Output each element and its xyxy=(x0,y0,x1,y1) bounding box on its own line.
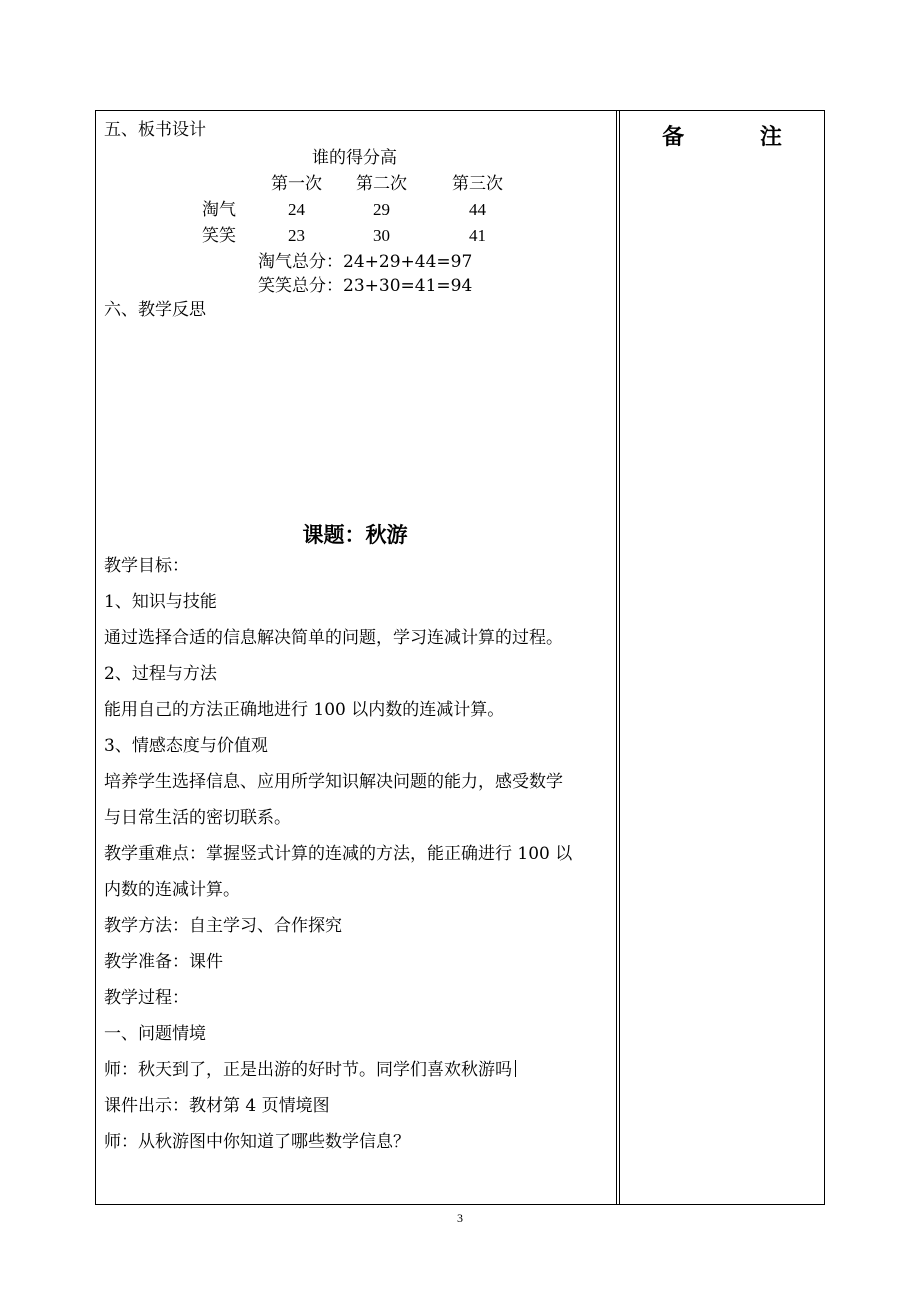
column-divider xyxy=(616,110,617,1205)
column-header-2: 第二次 xyxy=(356,174,407,194)
lesson-line-with-cursor xyxy=(104,1060,516,1080)
total-taoqi: 淘气总分：24+29+44=97 xyxy=(258,252,473,272)
lesson-line: 教学目标： xyxy=(104,556,189,576)
lesson-line: 3、情感态度与价值观 xyxy=(104,736,268,756)
reflection-heading: 六、教学反思 xyxy=(104,300,206,320)
lesson-line: 通过选择合适的信息解决简单的问题，学习连减计算的过程。 xyxy=(104,628,563,648)
score-taoqi-3: 44 xyxy=(469,200,486,219)
total-xiaoxiao: 笑笑总分：23+30=41=94 xyxy=(258,276,473,296)
score-xiaoxiao-2: 30 xyxy=(373,226,390,245)
lesson-line: 内数的连减计算。 xyxy=(104,880,240,900)
lesson-line: 教学准备：课件 xyxy=(104,952,223,972)
lesson-line: 教学方法：自主学习、合作探究 xyxy=(104,916,342,936)
board-design-heading: 五、板书设计 xyxy=(104,120,206,140)
column-header-1: 第一次 xyxy=(271,174,322,194)
page-number: 3 xyxy=(457,1211,463,1225)
text-cursor xyxy=(515,1060,516,1077)
row-name-xiaoxiao: 笑笑 xyxy=(202,226,236,246)
lesson-line: 培养学生选择信息、应用所学知识解决问题的能力，感受数学 xyxy=(104,772,563,792)
lesson-title: 课题：秋游 xyxy=(302,523,408,547)
board-title: 谁的得分高 xyxy=(312,148,397,168)
lesson-line: 师：秋天到了，正是出游的好时节。同学们喜欢秋游吗 xyxy=(104,1060,512,1080)
remark-header: 备 注 xyxy=(662,125,816,150)
column-divider-inner xyxy=(619,110,620,1205)
score-taoqi-1: 24 xyxy=(288,200,305,219)
lesson-line: 能用自己的方法正确地进行 100 以内数的连减计算。 xyxy=(104,700,505,720)
lesson-line: 教学过程： xyxy=(104,988,189,1008)
lesson-line: 与日常生活的密切联系。 xyxy=(104,808,291,828)
lesson-line: 2、过程与方法 xyxy=(104,664,217,684)
row-name-taoqi: 淘气 xyxy=(202,200,236,220)
lesson-line: 1、知识与技能 xyxy=(104,592,217,612)
lesson-line: 教学重难点：掌握竖式计算的连减的方法，能正确进行 100 以 xyxy=(104,844,573,864)
score-xiaoxiao-3: 41 xyxy=(469,226,486,245)
lesson-line: 师：从秋游图中你知道了哪些数学信息？ xyxy=(104,1132,410,1152)
score-xiaoxiao-1: 23 xyxy=(288,226,305,245)
lesson-line: 一、问题情境 xyxy=(104,1024,206,1044)
score-taoqi-2: 29 xyxy=(373,200,390,219)
lesson-line: 课件出示：教材第 4 页情境图 xyxy=(104,1096,330,1116)
column-header-3: 第三次 xyxy=(452,174,503,194)
